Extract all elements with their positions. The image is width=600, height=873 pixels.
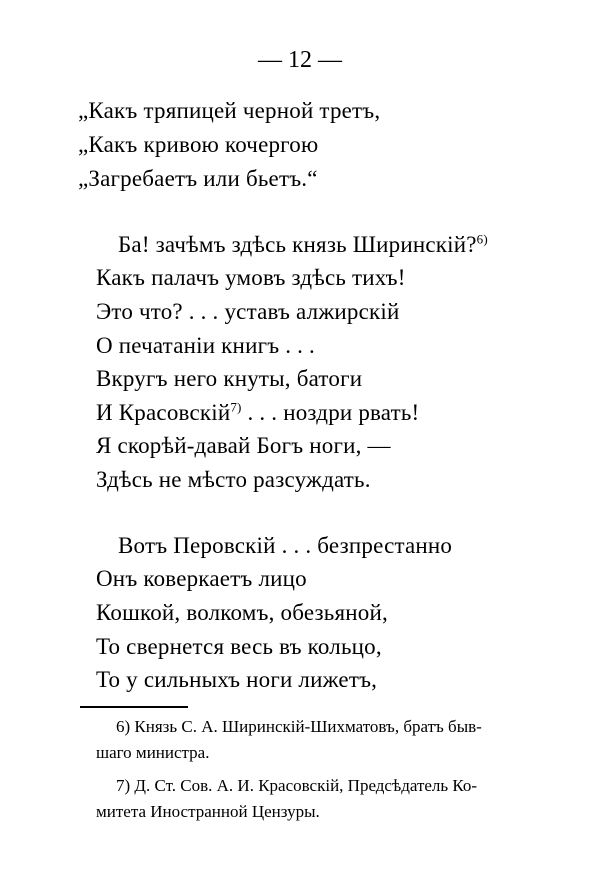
- verse-line: Вкругъ него кнуты, батоги: [96, 366, 363, 391]
- page-number: — 12 —: [258, 47, 342, 73]
- footnote-line: 7) Д. Ст. Сов. А. И. Красовскій, Предсѣдатель Ко-: [116, 776, 478, 795]
- verse-line: [118, 230, 488, 260]
- verse-line: Онъ коверкаетъ лицо: [96, 566, 307, 591]
- verse-line: О печатаніи книгъ . . .: [96, 333, 316, 358]
- verse-line: „Какъ кривою кочергою: [78, 132, 319, 157]
- verse-line: [96, 398, 419, 428]
- footnote-divider: [80, 706, 188, 708]
- verse-text: Ба! зачѣмъ здѣсь князь Ширинскій?: [118, 232, 477, 257]
- verse-line: То свернется весь въ кольцо,: [96, 634, 382, 659]
- verse-line: Я скорѣй-давай Богъ ноги, —: [96, 433, 391, 458]
- footnote-marker: 7): [230, 399, 242, 415]
- verse-line: „Какъ тряпицей черной третъ,: [78, 98, 381, 123]
- verse-line: Кошкой, волкомъ, обезьяной,: [96, 600, 388, 625]
- verse-line: „Загребаетъ или бьетъ.“: [78, 166, 318, 191]
- footnote-marker: 6): [476, 231, 488, 247]
- verse-text: И Красовскій: [96, 400, 231, 425]
- footnote-line: шаго министра.: [96, 743, 210, 762]
- verse-line: Это что? . . . уставъ алжирскій: [96, 299, 400, 324]
- verse-text: . . . ноздри рвать!: [241, 400, 420, 425]
- verse-line: То у сильныхъ ноги лижетъ,: [96, 667, 378, 692]
- verse-line: Здѣсь не мѣсто разсуждать.: [96, 467, 371, 492]
- footnote-line: 6) Князь С. А. Ширинскій-Шихматовъ, братъ быв-: [116, 717, 482, 736]
- verse-line: Какъ палачъ умовъ здѣсь тихъ!: [96, 265, 406, 290]
- verse-line: Вотъ Перовскій . . . безпрестанно: [118, 533, 453, 558]
- footnote-line: митета Иностранной Цензуры.: [96, 802, 320, 821]
